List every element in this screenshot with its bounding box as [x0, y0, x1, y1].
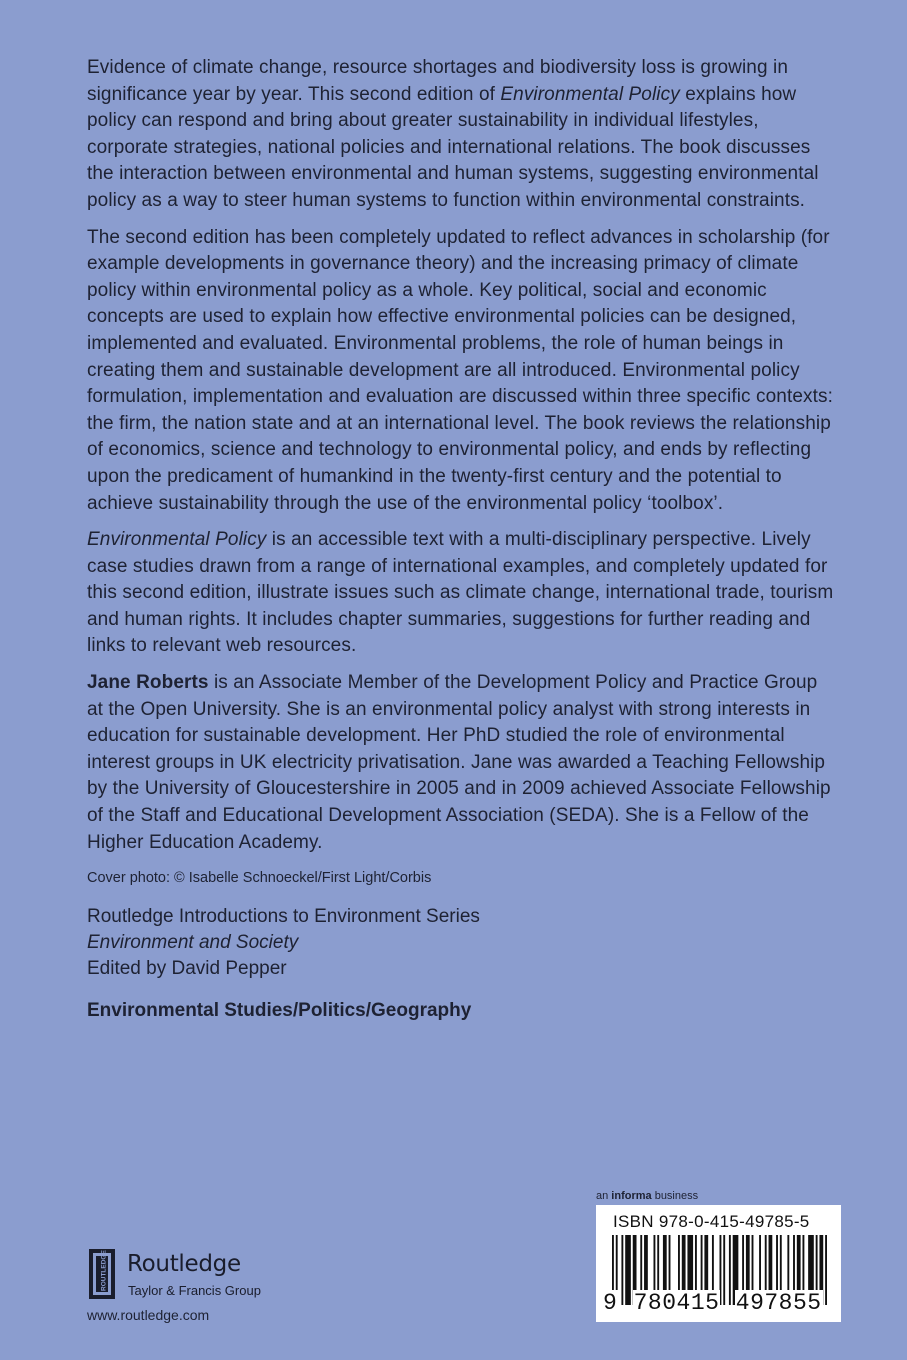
series-info: [87, 904, 837, 982]
blurb-p1-text-b: explains how policy can respond and bring about greater sustainability in individual lifestyles, corporate strategies, national policies and international relations. The book discusses the interaction between environmental and human systems, suggesting environmental policy as a way to steer human systems to function within environmental constraints.: [87, 83, 819, 211]
blurb-paragraph-2: The second edition has been completely updated to reflect advances in scholarship (for example developments in governance theory) and the increasing primacy of climate policy within environmental policy as a whole. Key political, social and economic concepts are used to explain how effective environmental policies can be designed, implemented and evaluated. Environmental problems, the role of human beings in creating them and sustainable development are all introduced. Environmental policy formulation, implementation and evaluation are discussed within three specific contexts: the firm, the nation state and at an international level. The book reviews the relationship of economics, science and technology to environmental policy, and ends by reflecting upon the predicament of humankind in the twenty-first century and the potential to achieve sustainability through the use of the environmental policy ‘toolbox’.: [87, 226, 833, 514]
isbn-barcode: [596, 1205, 841, 1322]
series-name: Routledge Introductions to Environment Series: [87, 906, 480, 928]
author-bio-text: is an Associate Member of the Development Policy and Practice Group at the Open University. She is an environmental policy analyst with strong interests in education for sustainable development. Her PhD studied the role of environmental interest groups in UK electricity privatisation. Jane was awarded a Teaching Fellowship by the University of Gloucestershire in 2005 and in 2009 achieved Associate Fellowship of the Staff and Educational Development Association (SEDA). She is a Fellow of the Higher Education Academy.: [87, 672, 831, 853]
informa-prefix: an: [596, 1190, 612, 1202]
routledge-logo: [87, 1249, 287, 1304]
book-title-italic: Environmental Policy: [87, 529, 267, 551]
informa-brand: informa: [611, 1190, 652, 1202]
series-subseries: Environment and Society: [87, 932, 299, 954]
blurb-p1-text-a: Evidence of climate change, resource shortages and biodiversity loss is growing in significance year by year. This second edition of: [87, 57, 789, 105]
author-name: Jane Roberts: [87, 672, 209, 694]
author-bio: [87, 670, 837, 856]
series-editor: Edited by David Pepper: [87, 958, 287, 980]
informa-business-label: [596, 1190, 698, 1202]
cover-photo-credit: Cover photo: © Isabelle Schnoeckel/First Light/Corbis: [87, 870, 432, 887]
logo-mark-text: ROUTLEDGE: [100, 1250, 108, 1291]
publisher-name: Routledge: [127, 1251, 241, 1277]
informa-suffix: business: [651, 1190, 699, 1202]
book-title-italic: Environmental Policy: [500, 83, 680, 105]
back-cover-text: [87, 55, 837, 1024]
subject-categories: Environmental Studies/Politics/Geography: [87, 1000, 472, 1022]
blurb-paragraph-3: [87, 527, 837, 660]
publisher-group: Taylor & Francis Group: [128, 1283, 261, 1298]
barcode-digits: [602, 1290, 835, 1316]
isbn-number: ISBN 978-0-415-49785-5: [613, 1212, 810, 1231]
barcode-digit-first: 9: [603, 1290, 618, 1316]
blurb-paragraph-1: [87, 55, 837, 215]
publisher-website: www.routledge.com: [87, 1307, 210, 1323]
routledge-mark-icon: [87, 1249, 117, 1301]
barcode-digit-group-2: 497855: [735, 1290, 822, 1316]
barcode-digit-group-1: 780415: [633, 1290, 720, 1316]
blurb-p3-text: is an accessible text with a multi-disciplinary perspective. Lively case studies drawn from a range of international examples, and completely updated for this second edition, illustrate issues such as climate change, international trade, tourism and human rights. It includes chapter summaries, suggestions for further reading and links to relevant web resources.: [87, 529, 834, 657]
